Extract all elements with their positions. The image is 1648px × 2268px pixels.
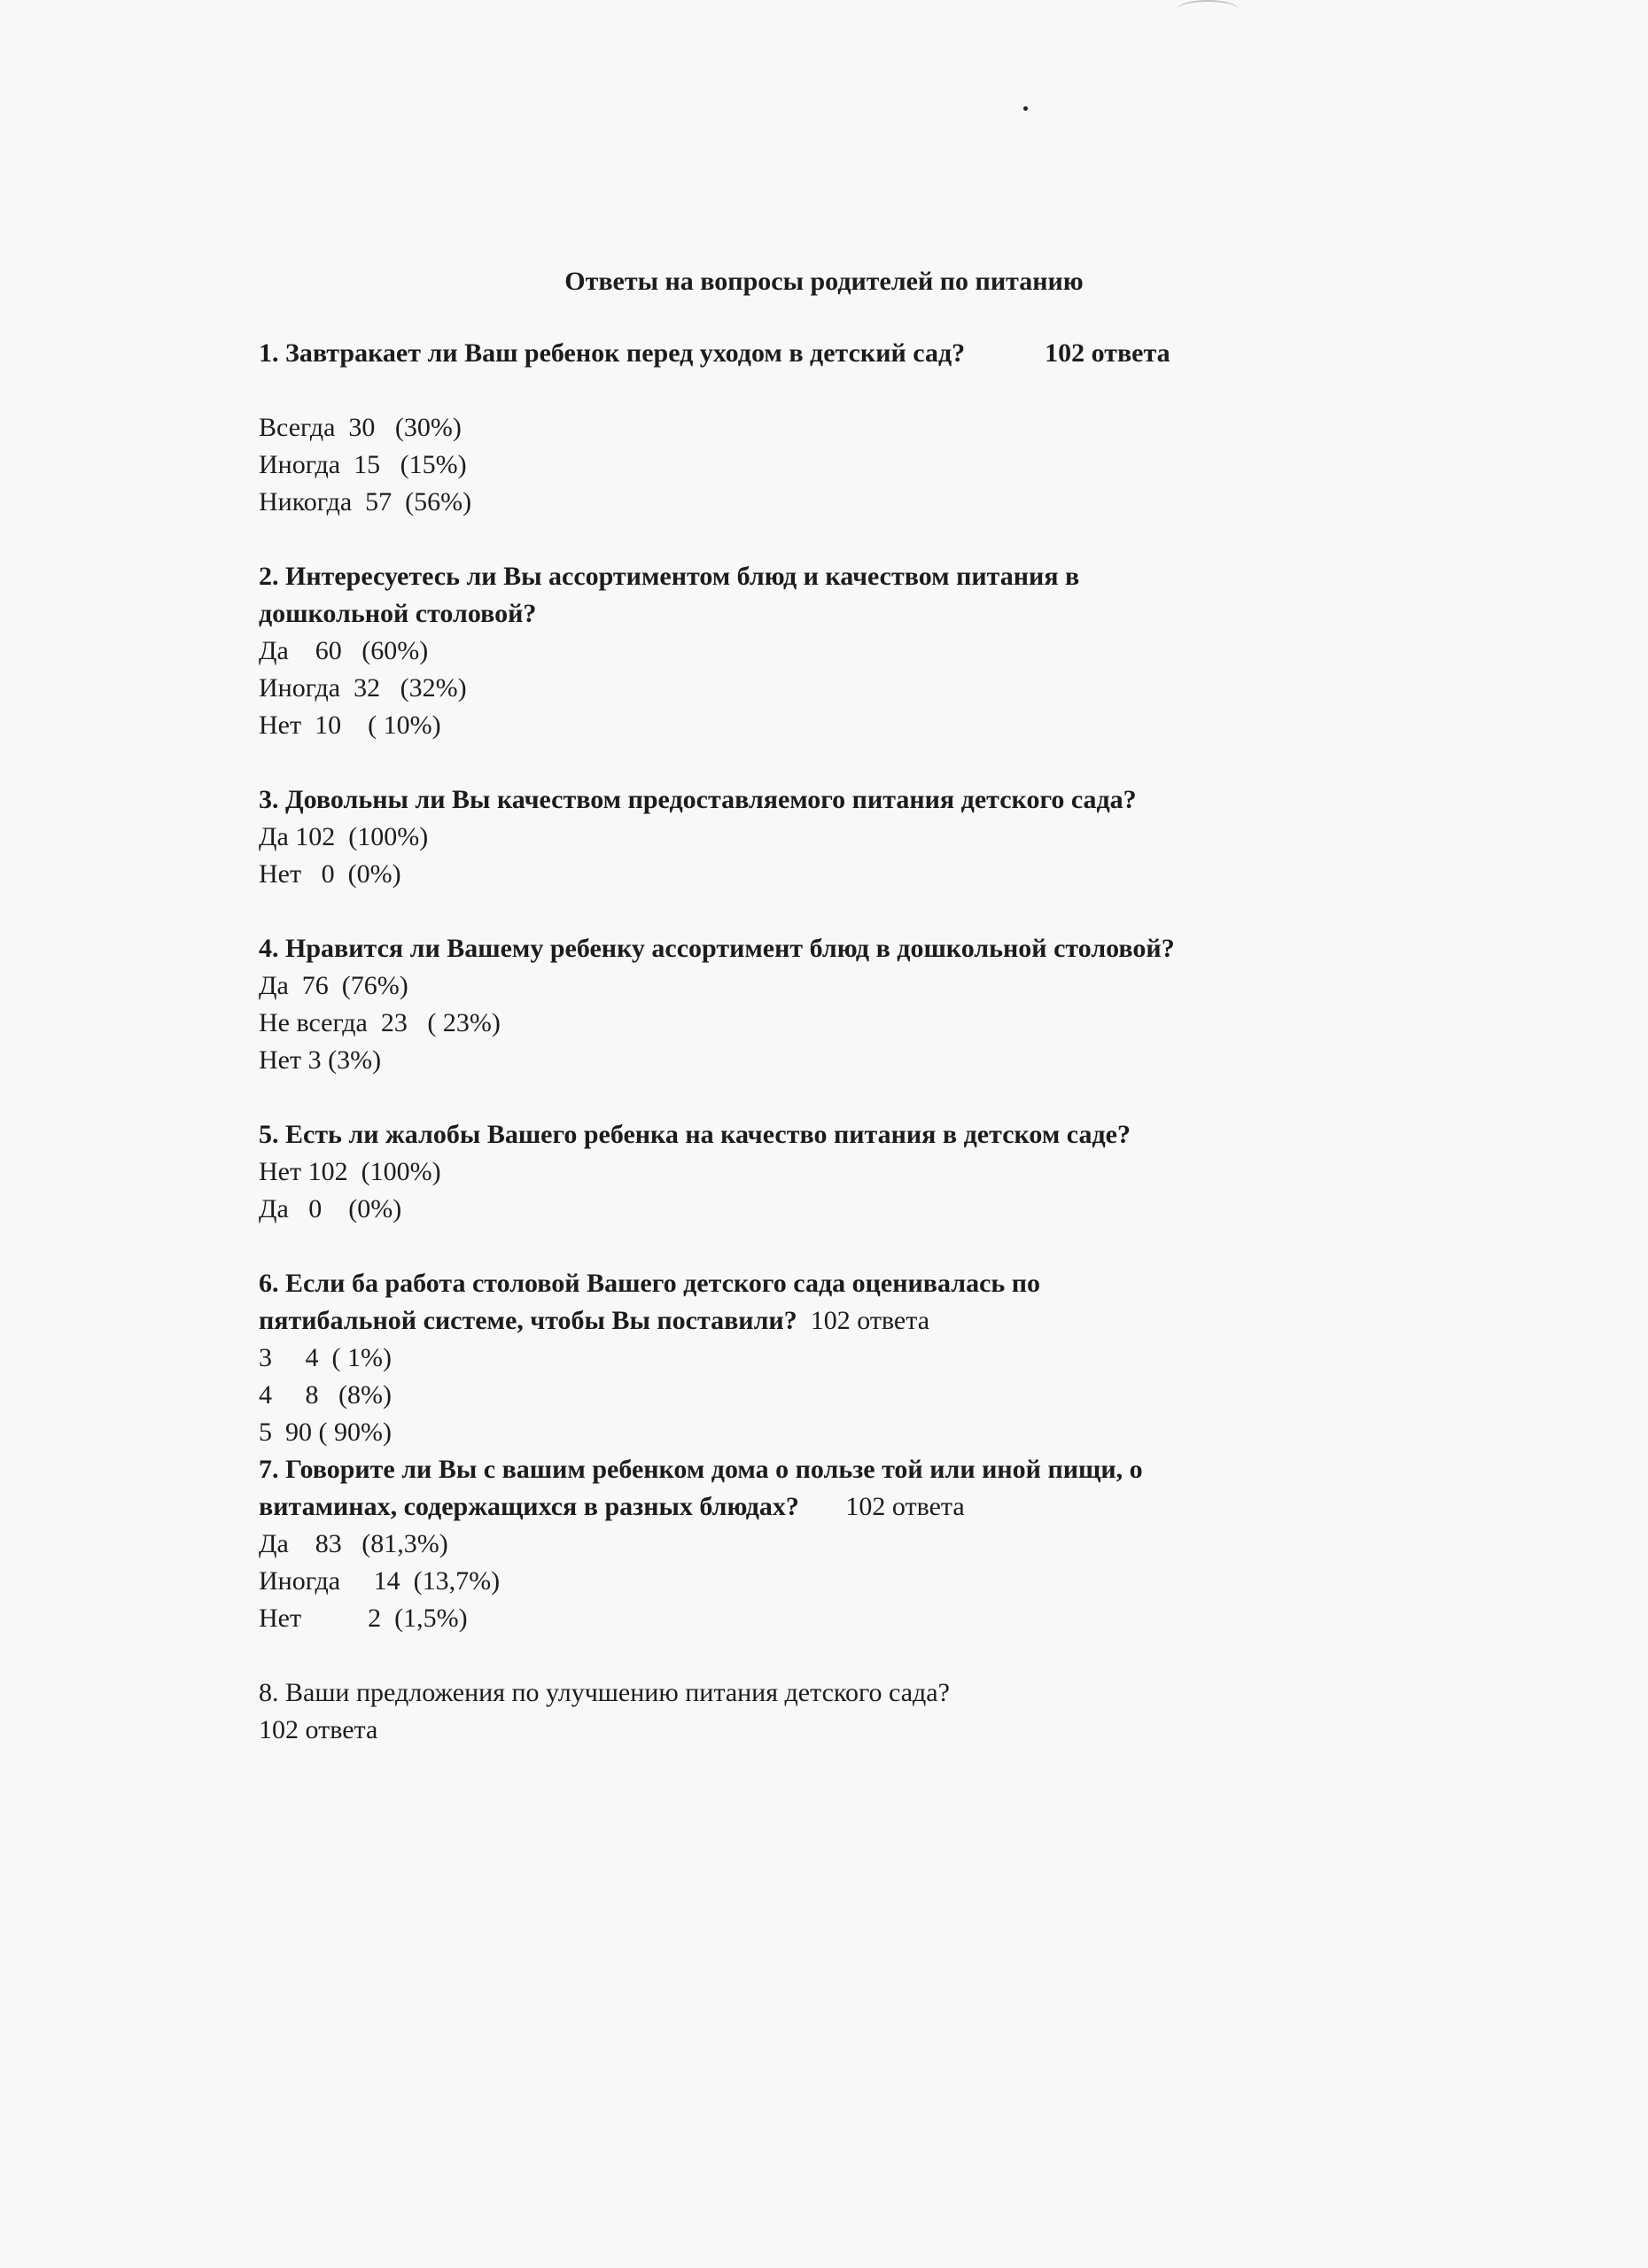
answer-line: Нет 3 (3%): [259, 1045, 382, 1075]
question-1-text: 1. Завтракает ли Ваш ребенок перед уходом в детский сад?: [259, 338, 966, 368]
answer-line: Иногда 14 (13,7%): [259, 1566, 501, 1596]
question-1-count: 102 ответа: [1045, 338, 1170, 368]
question-6-text-cont: [259, 1302, 1411, 1340]
document-title: Ответы на вопросы родителей по питанию: [564, 267, 1084, 296]
question-7-text: 7. Говорите ли Вы с вашим ребенком дома о пользе той или иной пищи, о: [259, 1455, 1143, 1484]
answer-line: Нет 0 (0%): [259, 859, 401, 889]
answer-line: Да 102 (100%): [259, 822, 429, 851]
question-7-count: 102 ответа: [845, 1492, 965, 1521]
answer-line: Да 76 (76%): [259, 971, 408, 1000]
question-7-text-cont: [259, 1488, 1411, 1526]
answer-line: Нет 102 (100%): [259, 1157, 441, 1186]
answer-line: 3 4 ( 1%): [259, 1343, 392, 1372]
answer-line: Да 83 (81,3%): [259, 1529, 448, 1558]
question-4-text: 4. Нравится ли Вашему ребенку ассортимент блюд в дошкольной столовой?: [259, 934, 1175, 963]
scan-speck: [1023, 106, 1028, 111]
answer-line: Нет 2 (1,5%): [259, 1604, 468, 1633]
answer-line: Всегда 30 (30%): [259, 413, 462, 442]
question-2-text-cont: дошкольной столовой?: [259, 599, 537, 628]
question-2-text: 2. Интересуетесь ли Вы ассортиментом блюд и качеством питания в: [259, 562, 1080, 591]
answer-line: 5 90 ( 90%): [259, 1418, 392, 1447]
question-3-text: 3. Довольны ли Вы качеством предоставляемого питания детского сада?: [259, 785, 1137, 814]
question-6-text-cont-label: пятибальной системе, чтобы Вы поставили?: [259, 1306, 797, 1335]
document-body: [259, 335, 1411, 1749]
answer-line: 4 8 (8%): [259, 1380, 392, 1410]
question-6-text: 6. Если ба работа столовой Вашего детского сада оценивалась по: [259, 1269, 1041, 1298]
answer-line: Иногда 32 (32%): [259, 673, 467, 703]
answer-line: Не всегда 23 ( 23%): [259, 1008, 501, 1037]
answer-line: Да 60 (60%): [259, 636, 429, 665]
question-8-count: 102 ответа: [259, 1715, 378, 1744]
question-7-text-cont-label: витаминах, содержащихся в разных блюдах?: [259, 1492, 799, 1521]
question-6-count: 102 ответа: [810, 1306, 930, 1335]
question-5-text: 5. Есть ли жалобы Вашего ребенка на качество питания в детском саде?: [259, 1120, 1131, 1149]
scan-artifact: [1177, 0, 1239, 19]
answer-line: Да 0 (0%): [259, 1194, 402, 1223]
question-8-text: 8. Ваши предложения по улучшению питания детского сада?: [259, 1678, 950, 1707]
question-1: [259, 335, 1411, 372]
answer-line: Нет 10 ( 10%): [259, 711, 441, 740]
answer-line: Иногда 15 (15%): [259, 450, 467, 479]
answer-line: Никогда 57 (56%): [259, 487, 472, 517]
